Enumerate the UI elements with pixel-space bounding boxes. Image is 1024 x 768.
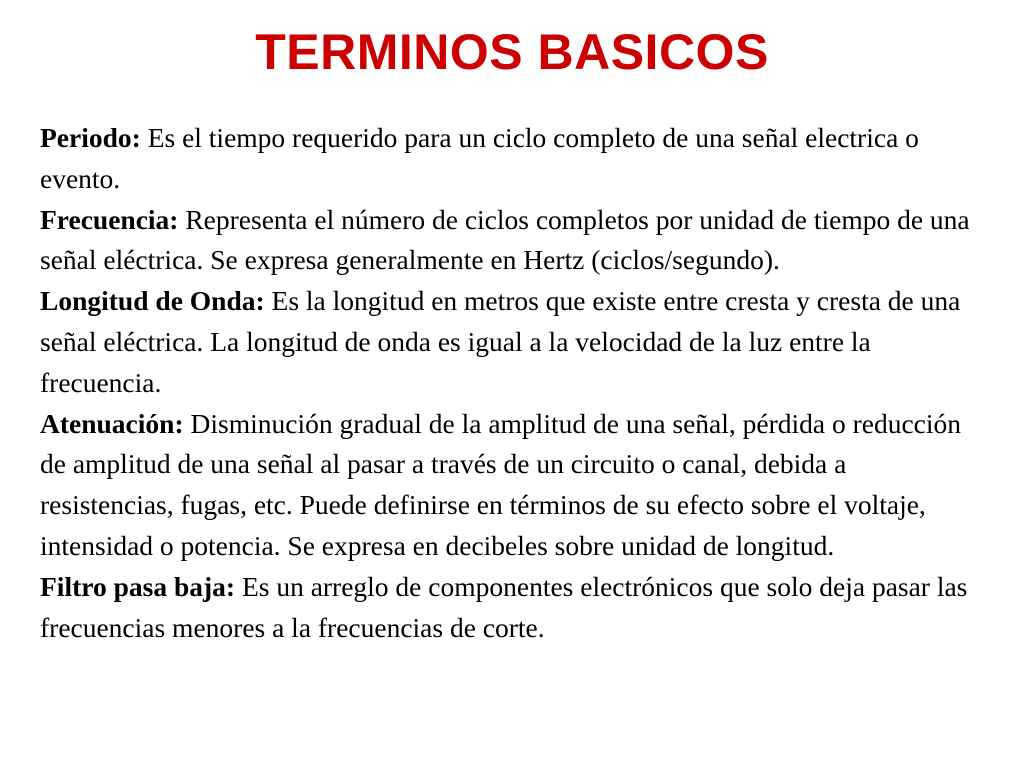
term-label: Filtro pasa baja: [40,570,236,602]
definition-text: Disminución gradual de la amplitud de una señal, pérdida o reducción de amplitud de una señal al pasar a través de un circuito o canal, debida a resistencias, fugas, etc. Puede definirse en términos de su efecto sobre el voltaje, intensidad o potencia. Se expresa en decibeles sobre unidad de longitud. [40,407,962,561]
definition-longitud-de-onda [40,281,984,403]
definition-periodo [40,118,984,200]
term-label: Frecuencia: [40,203,179,235]
definition-filtro-pasa-baja [40,567,984,649]
definition-atenuacion [40,404,984,567]
term-label: Longitud de Onda: [40,285,265,317]
definition-text: Es el tiempo requerido para un ciclo completo de una señal electrica o evento. [40,122,919,194]
definitions-list [40,118,984,648]
term-label: Atenuación: [40,407,184,439]
slide-title: TERMINOS BASICOS [255,24,769,80]
definition-text: Representa el número de ciclos completos por unidad de tiempo de una señal eléctrica. Se expresa generalmente en Hertz (ciclos/segundo). [40,203,970,276]
definition-frecuencia [40,200,984,282]
definition-text: Es la longitud en metros que existe entre cresta y cresta de una señal eléctrica. La longitud de onda es igual a la velocidad de la luz entre la frecuencia. [40,285,961,398]
term-label: Periodo: [40,122,141,153]
definition-text: Es un arreglo de componentes electrónicos que solo deja pasar las frecuencias menores a la frecuencias de corte. [40,570,968,643]
